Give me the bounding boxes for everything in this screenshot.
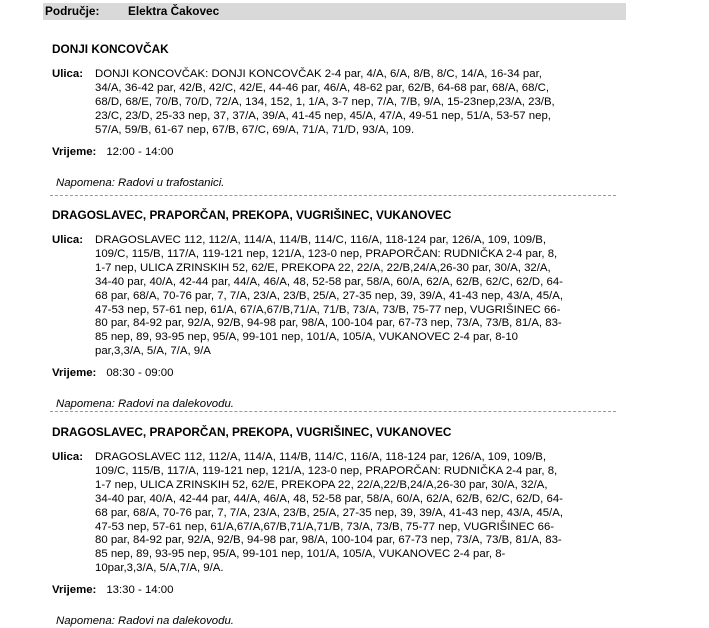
section-divider: [50, 411, 616, 412]
region-header: [43, 3, 626, 20]
street-line: 80 par, 84-92 par, 92/A, 92/B, 94-98 par, 98/A, 100-104 par, 67-73 nep, 73/A, 73/B, 81/A, 83-: [95, 534, 562, 547]
street-text: [95, 451, 625, 576]
street-line: 80 par, 84-92 par, 92/A, 92/B, 94-98 par, 98/A, 100-104 par, 67-73 nep, 73/A, 73/B, 81/A, 83-: [95, 317, 562, 330]
street-line: DONJI KONCOVČAK: DONJI KONCOVČAK 2-4 par, 4/A, 6/A, 8/B, 8/C, 14/A, 16-34 par,: [95, 68, 542, 80]
section-title: DRAGOSLAVEC, PRAPORČAN, PREKOPA, VUGRIŠINEC, VUKANOVEC: [52, 425, 452, 439]
section-divider: [50, 195, 616, 196]
street-line: 68 par, 68/A, 70-76 par, 7, 7/A, 23/A, 23/B, 25/A, 27-35 nep, 39, 39/A, 41-43 nep, 43/A, 45/A,: [95, 289, 563, 302]
street-text: [95, 234, 625, 359]
street-line: 23/C, 23/D, 25-33 nep, 37, 37/A, 39/A, 41-45 nep, 45/A, 47/A, 49-51 nep, 51/A, 53-57 nep,: [95, 109, 551, 122]
street-label: Ulica:: [52, 451, 84, 463]
street-label: Ulica:: [52, 68, 84, 80]
street-line: 34/A, 36-42 par, 42/B, 42/C, 42/E, 44-46 par, 46/A, 48-62 par, 62/B, 64-68 par, 68/A, 68/C,: [95, 81, 550, 94]
street-label: Ulica:: [52, 234, 84, 246]
street-line: 68/D, 68/E, 70/B, 70/D, 72/A, 134, 152, 1, 1/A, 3-7 nep, 7/A, 7/B, 9/A, 15-23nep,23/A, 23/B,: [95, 95, 555, 108]
street-line: 34-40 par, 40/A, 42-44 par, 44/A, 46/A, 48, 52-58 par, 58/A, 60/A, 62/A, 62/B, 62/C, 62/D, 64-: [95, 275, 563, 288]
street-line: 109/C, 115/B, 117/A, 119-121 nep, 121/A, 123-0 nep, PRAPORČAN: RUDNIČKA 2-4 par, 8,: [95, 464, 558, 477]
note: Napomena: Radovi na dalekovodu.: [56, 615, 234, 628]
time-value: 12:00 - 14:00: [106, 145, 174, 158]
street-list: [52, 234, 622, 359]
time-label: Vrijeme:: [52, 145, 97, 158]
street-line: 85 nep, 89, 93-95 nep, 95/A, 99-101 nep, 101/A, 105/A, VUKANOVEC 2-4 par, 8-10: [95, 331, 518, 344]
time-value: 13:30 - 14:00: [106, 584, 174, 597]
street-line: 47-53 nep, 57-61 nep, 61/A,67/A,67/B,71/A,71/B, 73/A, 73/B, 75-77 nep, VUGRIŠINEC 66-: [95, 520, 555, 533]
street-line: 57/A, 59/B, 61-67 nep, 67/B, 67/C, 69/A, 71/A, 71/D, 93/A, 109.: [95, 123, 415, 136]
street-line: DRAGOSLAVEC 112, 112/A, 114/A, 114/B, 114/C, 116/A, 118-124 par, 126/A, 109, 109/B,: [95, 234, 547, 246]
street-line: DRAGOSLAVEC 112, 112/A, 114/A, 114/B, 114/C, 116/A, 118-124 par, 126/A, 109, 109/B,: [95, 451, 547, 463]
street-line: 47-53 nep, 57-61 nep, 61/A, 67/A,67/B,71/A, 71/B, 73/A, 73/B, 75-77 nep, VUGRIŠINEC 66-: [95, 303, 561, 316]
section-title: DRAGOSLAVEC, PRAPORČAN, PREKOPA, VUGRIŠINEC, VUKANOVEC: [52, 208, 452, 222]
street-line: 1-7 nep, ULICA ZRINSKIH 52, 62/E, PREKOPA 22, 22/A, 22/B,24/A,26-30 par, 30/A, 32/A,: [95, 261, 551, 274]
street-line: 109/C, 115/B, 117/A, 119-121 nep, 121/A, 123-0 nep, PRAPORČAN: RUDNIČKA 2-4 par, 8,: [95, 247, 558, 260]
street-line: 34-40 par, 40/A, 42-44 par, 44/A, 46/A, 48, 52-58 par, 58/A, 60/A, 62/A, 62/B, 62/C, 62/D, 64-: [95, 492, 563, 505]
street-list: [52, 451, 622, 576]
outage-section-1: [52, 42, 622, 190]
street-line: 1-7 nep, ULICA ZRINSKIH 52, 62/E, PREKOPA 22, 22/A,22/B,24/A,26-30 par, 30/A, 32/A,: [95, 478, 548, 491]
time-label: Vrijeme:: [52, 367, 97, 380]
outage-section-3: [52, 425, 622, 628]
time-row: [52, 583, 622, 597]
street-text: [95, 68, 625, 138]
time-label: Vrijeme:: [52, 584, 97, 597]
section-title: DONJI KONCOVČAK: [52, 42, 169, 56]
region-label: Područje:: [45, 4, 100, 18]
street-line: 85 nep, 89, 93-95 nep, 95/A, 99-101 nep, 101/A, 105/A, VUKANOVEC 2-4 par, 8-: [95, 548, 506, 561]
outage-section-2: [52, 208, 622, 411]
time-row: [52, 366, 622, 380]
street-list: [52, 68, 622, 138]
street-line: 10par,3,3/A, 5/A,7/A, 9/A.: [95, 562, 224, 575]
street-line: par,3,3/A, 5/A, 7/A, 9/A: [95, 345, 211, 358]
note: Napomena: Radovi u trafostanici.: [56, 176, 225, 189]
time-row: [52, 145, 622, 159]
street-line: 68 par, 68/A, 70-76 par, 7, 7/A, 23/A, 23/B, 25/A, 27-35 nep, 39, 39/A, 41-43 nep, 43/A, 45/A,: [95, 506, 563, 519]
region-value: Elektra Čakovec: [128, 4, 220, 18]
note: Napomena: Radovi na dalekovodu.: [56, 398, 234, 411]
time-value: 08:30 - 09:00: [106, 367, 174, 380]
